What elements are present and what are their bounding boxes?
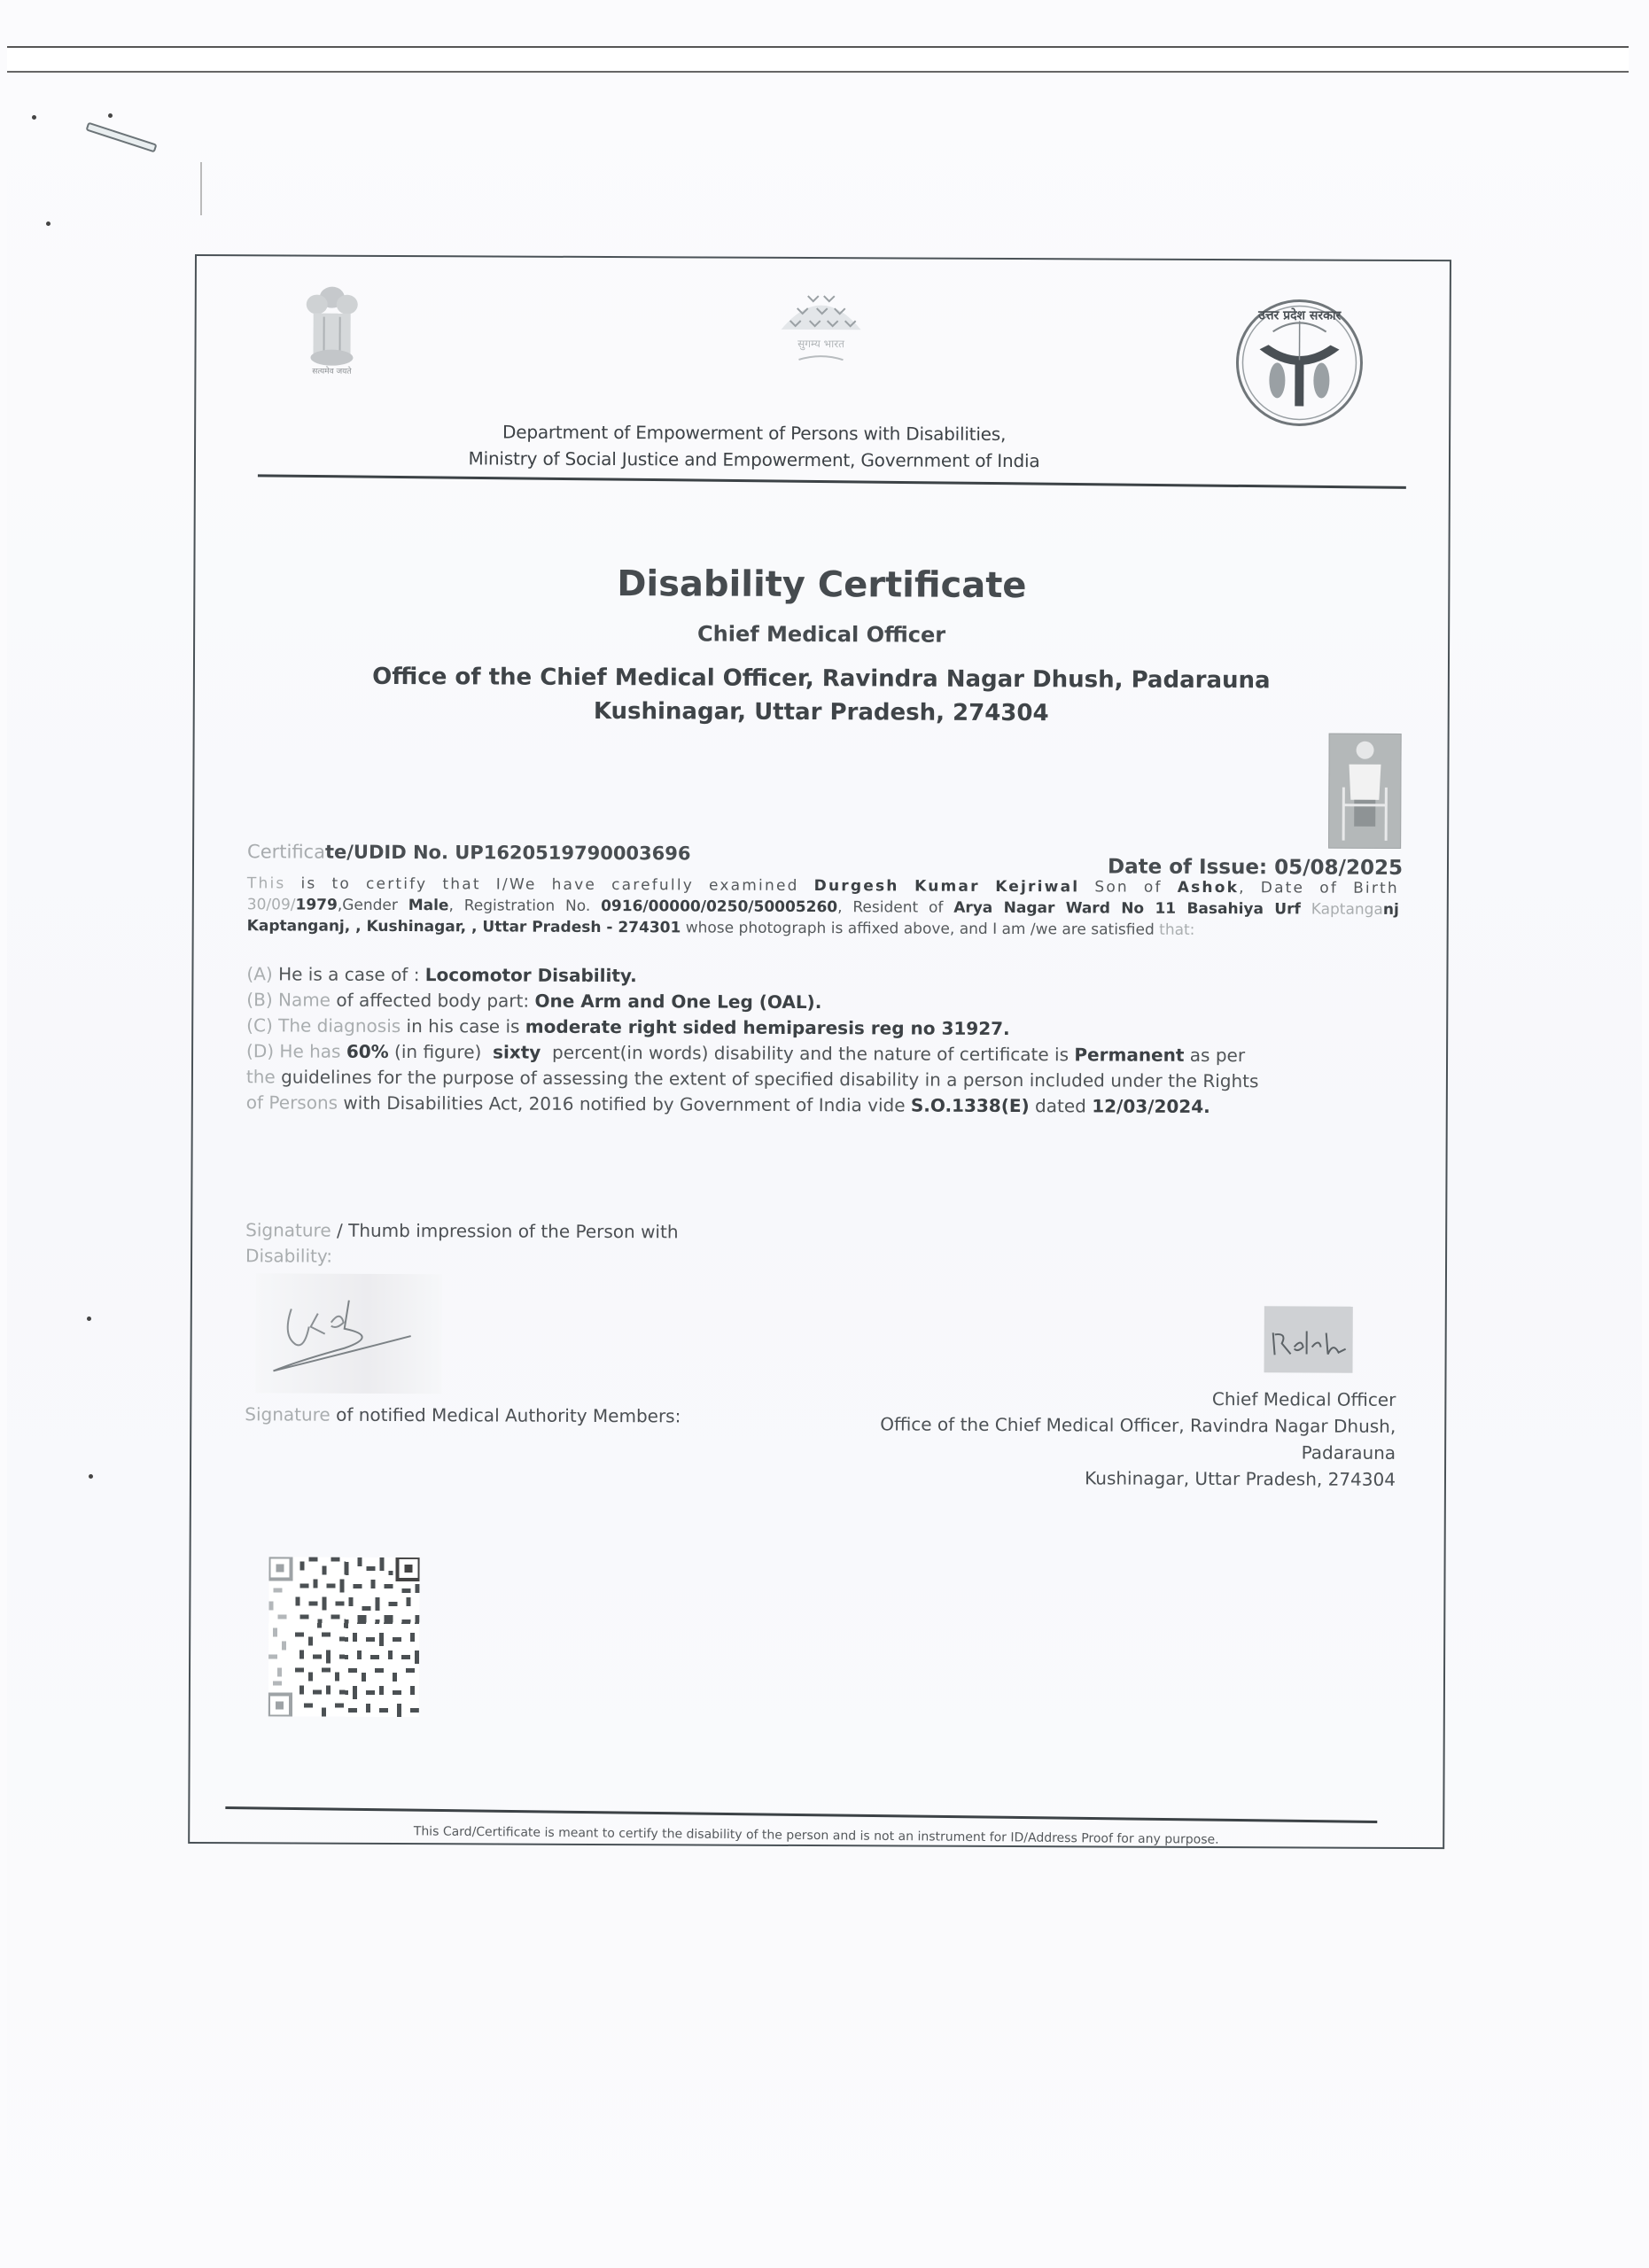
disability-type: Locomotor Disability. — [424, 964, 637, 987]
cmo-signature-image — [1264, 1306, 1353, 1372]
svg-text:उत्तर प्रदेश सरकार: उत्तर प्रदेश सरकार — [1258, 308, 1342, 323]
finding-b: (B) Name of affected body part: One Arm and One Leg (OAL). — [246, 989, 822, 1014]
disability-percent-words: sixty — [493, 1041, 541, 1063]
certification-paragraph: This is to certify that I/We have carefully examined Durgesh Kumar Kejriwal Son of Ashok, Date of Birth 30/09/1979,Gender Male, Registration No. 0916/00000/0250/50005260, Resident of Arya Nagar Ward No 11 Basahiya Urf Kaptanganj Kaptanganj, , Kushinagar, , Uttar Pradesh - 274301 whose photograph is affixed above, and I am /we are satisfied that: — [246, 874, 1399, 939]
gazette-notification: S.O.1338(E) — [910, 1094, 1030, 1117]
finding-a: (A) He is a case of : Locomotor Disability. — [246, 963, 637, 987]
address-line-2: nj Kaptanganj, , Kushinagar, , Uttar Pradesh - 274301 — [246, 900, 1399, 937]
svg-text:सुगम्य भारत: सुगम्य भारत — [797, 337, 845, 351]
person-name: Durgesh Kumar Kejriwal — [813, 877, 1080, 897]
scan-paper-edge — [7, 46, 1629, 73]
registration-number: 0916/00000/0250/50005260 — [601, 897, 838, 917]
date-of-issue: Date of Issue: 05/08/2025 — [1107, 855, 1404, 880]
disability-percent: 60% — [346, 1040, 389, 1062]
finding-d: (D) He has 60% (in figure) sixty percent(in words) disability and the nature of certificate is Permanent as per — [246, 1040, 1246, 1067]
svg-text:सत्यमेव जयते: सत्यमेव जयते — [312, 367, 352, 377]
finding-c: (C) The diagnosis in his case is moderate right sided hemiparesis reg no 31927. — [246, 1014, 1010, 1040]
department-line-1: Department of Empowerment of Persons with Disabilities, — [502, 421, 1007, 445]
applicant-photo — [1328, 734, 1402, 849]
issuer-title: Chief Medical Officer — [697, 621, 946, 648]
scan-speck — [108, 113, 113, 118]
disclaimer-text: This Card/Certificate is meant to certify the disability of the person and is not an instrument for ID/Address Proof for any purpose. — [413, 1824, 1219, 1847]
date-of-birth: 1979 — [295, 896, 338, 914]
diagnosis: moderate right sided hemiparesis reg no 31927. — [525, 1015, 1010, 1040]
scan-artifact-line — [200, 162, 202, 215]
office-line-2: Kushinagar, Uttar Pradesh, 274304 — [593, 697, 1049, 727]
footer-divider — [225, 1806, 1377, 1823]
sugamya-bharat-logo-icon — [772, 285, 869, 369]
certificate-nature: Permanent — [1074, 1044, 1185, 1066]
address-line-1: Arya Nagar Ward No 11 Basahiya Urf — [953, 898, 1301, 919]
certificate-title: Disability Certificate — [617, 563, 1027, 607]
udid-value: UP1620519790003696 — [455, 842, 691, 865]
cmo-title: Chief Medical Officer — [1211, 1388, 1396, 1410]
medical-authority-signature-label: Signature of notified Medical Authority Members: — [245, 1403, 681, 1427]
issuing-office — [195, 659, 1448, 732]
notification-date: 12/03/2024. — [1092, 1095, 1210, 1118]
qr-code-icon — [268, 1557, 420, 1717]
udid-number: Certificate/UDID No. UP1620519790003696 — [247, 841, 691, 865]
certificate-frame — [188, 254, 1451, 1849]
department-header — [355, 418, 1153, 475]
ashoka-emblem-icon — [300, 282, 362, 379]
cmo-signature-block: Chief Medical Officer Office of the Chief Medical Officer, Ravindra Nagar Dhush, Padarauna Kushinagar, Uttar Pradesh, 274304 — [775, 1384, 1396, 1493]
header-divider — [258, 474, 1406, 489]
findings-list: (A) He is a case of : Locomotor Disability. (B) Name of affected body part: One Arm and One Leg (OAL). (C) The diagnosis in his case is moderate right sided hemiparesis reg no 31927. (D) He has 60% (in figure) sixty percent(in words) disability and the nature of certificate is Permanent as per the guidelines for the purpose of assessing the extent of specified disability in a person included under the Rights of Persons with Disabilities Act, 2016 notified by Government of India vide S.O.1338(E) dated 12/03/2024. — [246, 961, 1399, 1121]
scan-speck — [32, 115, 36, 120]
uttar-pradesh-seal-icon — [1233, 296, 1366, 430]
scan-speck — [46, 221, 51, 226]
affected-body-part: One Arm and One Leg (OAL). — [534, 990, 822, 1014]
person-signature-image — [255, 1273, 442, 1394]
gender: Male — [408, 897, 449, 915]
father-name: Ashok — [1177, 878, 1240, 897]
person-signature-label: Signature / Thumb impression of the Person with Disability: — [245, 1219, 679, 1267]
scan-speck — [89, 1474, 93, 1479]
department-line-2: Ministry of Social Justice and Empowerment, Government of India — [468, 447, 1040, 472]
office-line-1: Office of the Chief Medical Officer, Ravindra Nagar Dhush, Padarauna — [372, 663, 1271, 695]
date-of-issue-value: 05/08/2025 — [1274, 856, 1404, 880]
scan-speck — [87, 1317, 91, 1321]
